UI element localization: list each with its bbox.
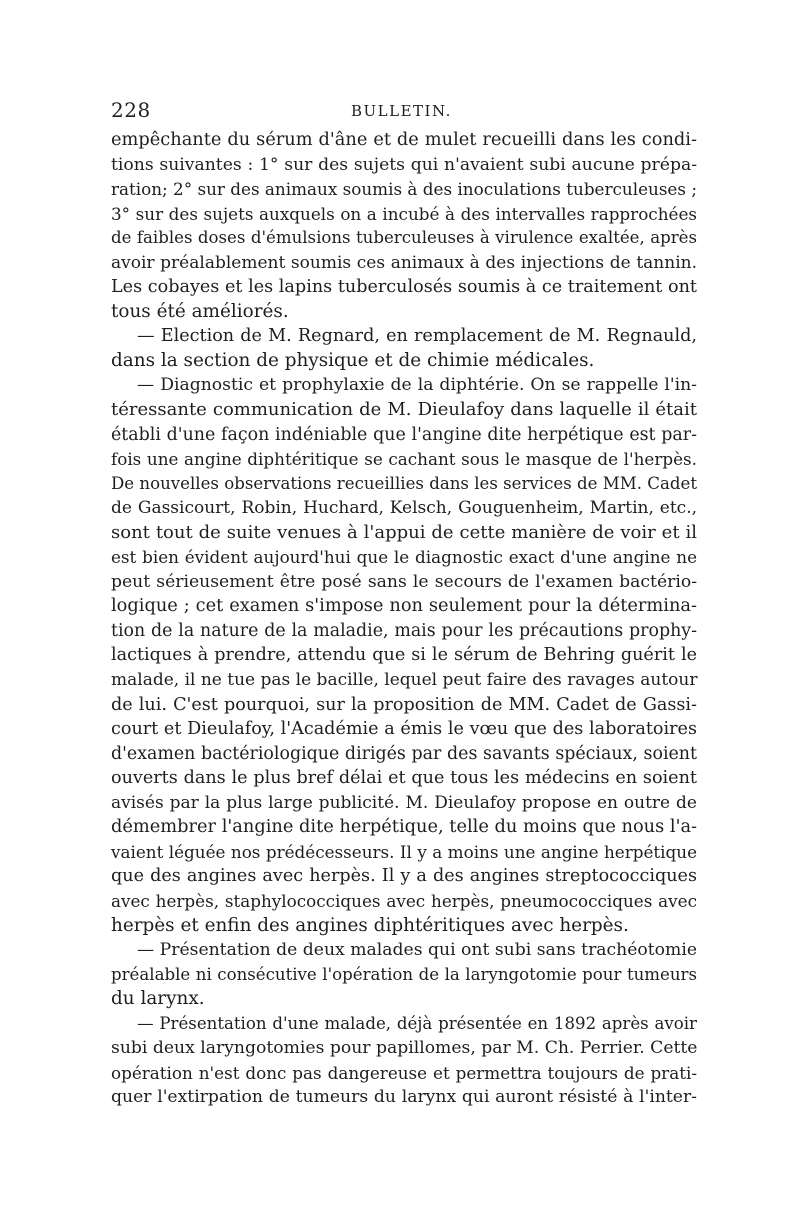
text-line: téressante communication de M. Dieulafoy dans laquelle il était xyxy=(111,399,697,421)
text-line: ouverts dans le plus bref délai et que tous les médecins en soient xyxy=(111,768,697,789)
text-line: est bien évident aujourd'hui que le diagnostic exact d'une angine ne xyxy=(111,547,697,568)
text-line: malade, il ne tue pas le bacille, lequel peut faire des ravages autour xyxy=(111,670,698,691)
text-line: quer l'extirpation de tumeurs du larynx qui auront résisté à l'inter- xyxy=(111,1087,697,1108)
text-line: herpès et enfin des angines diphtéritiques avec herpès. xyxy=(111,914,629,936)
text-line: tous été améliorés. xyxy=(111,300,289,322)
text-line: — Election de M. Regnard, en remplacement de M. Regnauld, xyxy=(137,326,697,347)
text-line: 3° sur des sujets auxquels on a incubé à des intervalles rapprochées xyxy=(111,203,697,224)
text-line: préalable ni consécutive l'opération de la laryngotomie pour tumeurs xyxy=(111,964,697,984)
text-line: du larynx. xyxy=(111,988,205,1010)
page-number: 228 xyxy=(111,98,151,122)
text-line: lactiques à prendre, attendu que si le sérum de Behring guérit le xyxy=(111,645,697,666)
text-line: d'examen bactériologique dirigés par des savants spéciaux, soient xyxy=(111,743,697,764)
text-line: avisés par la plus large publicité. M. Dieulafoy propose en outre de xyxy=(111,792,697,813)
text-line: subi deux laryngotomies pour papillomes, par M. Ch. Perrier. Cette xyxy=(111,1038,698,1059)
text-line: avec herpès, staphylococciques avec herpès, pneumococciques avec xyxy=(111,890,697,911)
text-line: dans la section de physique et de chimie médicales. xyxy=(111,349,595,371)
running-head: BULLETIN. xyxy=(351,102,452,120)
text-line: — Diagnostic et prophylaxie de la diphtérie. On se rappelle l'in- xyxy=(137,375,697,396)
text-line: court et Dieulafoy, l'Académie a émis le vœu que des laboratoires xyxy=(111,719,697,740)
text-line: sont tout de suite venues à l'appui de cette manière de voir et il xyxy=(111,521,697,543)
text-line: De nouvelles observations recueillies dans les services de MM. Cadet xyxy=(111,473,697,493)
text-line: de lui. C'est pourquoi, sur la proposition de MM. Cadet de Gassi- xyxy=(111,694,697,715)
text-line: tion de la nature de la maladie, mais pour les précautions prophy- xyxy=(111,620,697,641)
text-line: que des angines avec herpès. Il y a des angines streptococciques xyxy=(111,866,697,887)
text-line: de Gassicourt, Robin, Huchard, Kelsch, Gouguenheim, Martin, etc., xyxy=(111,498,697,519)
text-line: de faibles doses d'émulsions tuberculeuses à virulence exaltée, après xyxy=(111,228,697,248)
text-line: empêchante du sérum d'âne et de mulet recueilli dans les condi- xyxy=(111,129,697,150)
text-line: ration; 2° sur des animaux soumis à des inoculations tuberculeuses ; xyxy=(111,179,697,200)
text-line: vaient léguée nos prédécesseurs. Il y a moins une angine herpétique xyxy=(111,841,697,862)
text-line: logique ; cet examen s'impose non seulement pour la détermina- xyxy=(111,595,697,617)
text-line: établi d'une façon indéniable que l'angine dite herpétique est par- xyxy=(111,424,697,445)
text-line: peut sérieusement être posé sans le secours de l'examen bactério- xyxy=(111,571,697,592)
text-line: opération n'est donc pas dangereuse et permettra toujours de prati- xyxy=(111,1062,697,1083)
text-line: — Présentation de deux malades qui ont subi sans trachéotomie xyxy=(137,940,697,961)
text-line: — Présentation d'une malade, déjà présentée en 1892 après avoir xyxy=(137,1013,697,1033)
text-line: tions suivantes : 1° sur des sujets qui n'avaient subi aucune prépa- xyxy=(111,154,697,175)
text-line: démembrer l'angine dite herpétique, telle du moins que nous l'a- xyxy=(111,816,698,838)
text-line: Les cobayes et les lapins tuberculosés soumis à ce traitement ont xyxy=(111,277,697,298)
text-line: fois une angine diphtéritique se cachant sous le masque de l'herpès. xyxy=(111,449,697,470)
text-line: avoir préalablement soumis ces animaux à des injections de tannin. xyxy=(111,252,697,273)
page-header xyxy=(111,98,697,124)
body-text xyxy=(111,128,697,1110)
